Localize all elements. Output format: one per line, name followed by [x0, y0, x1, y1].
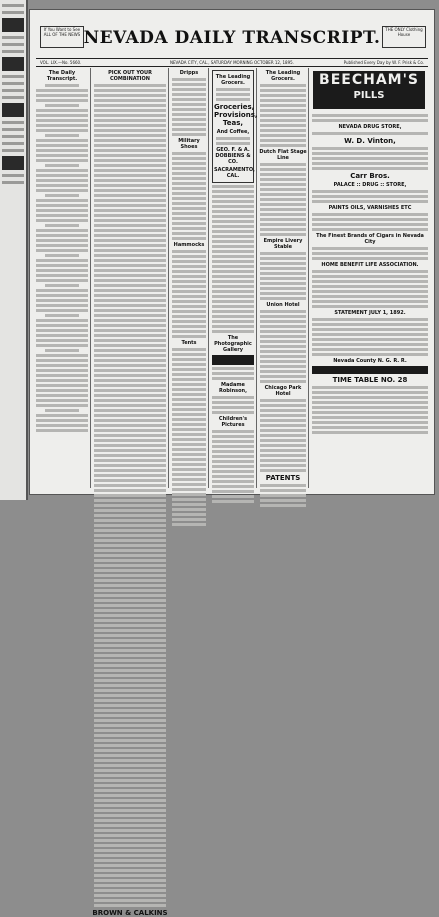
palace-drug-store-heading: PALACE :: DRUG :: STORE,	[333, 182, 407, 188]
column-4	[210, 68, 257, 488]
city-date: NEVADA CITY, CAL., SATURDAY MORNING OCTOBER 12, 1895.	[170, 60, 294, 65]
column-3-heading-3: Hammocks	[173, 242, 205, 248]
madame-robinson-heading: Madame Robinson,	[218, 382, 247, 394]
column-3	[170, 68, 209, 488]
life-association-heading: HOME BENEFIT LIFE ASSOCIATION.	[321, 262, 419, 268]
sacramento-line: SACRAMENTO, CAL.	[214, 167, 255, 179]
grocers-ad	[212, 70, 258, 183]
column-1	[34, 68, 91, 488]
column-3-heading-4: Tents	[181, 340, 197, 346]
publisher-line: Published Every Day by W. F. Prisk & Co.	[343, 60, 424, 65]
adjacent-page-edge	[0, 0, 28, 500]
coffee-headline: And Coffee,	[216, 129, 250, 135]
livery-stable-heading: Empire Livery Stable	[263, 238, 303, 250]
beechams-pills-ad	[313, 71, 425, 109]
ear-right-box: THE ONLY Clothing House	[382, 26, 426, 48]
masthead-title: NEVADA DAILY TRANSCRIPT.	[83, 28, 381, 48]
column-5-heading-1: The Leading Grocers.	[265, 70, 301, 82]
ear-left-box: If You Want to See ALL OF THE NEWS	[40, 26, 84, 48]
column-2-footer: BROWN & CALKINS	[92, 909, 168, 917]
column-2	[92, 68, 169, 917]
beechams-title: BEECHAM'S	[319, 72, 419, 88]
nevada-drug-store-heading: NEVADA DRUG STORE,	[338, 124, 402, 130]
groceries-headline: Groceries, Provisions, Teas,	[214, 103, 258, 127]
vinton-heading: W. D. Vinton,	[344, 137, 396, 145]
column-3-heading-1: Dripps	[179, 70, 199, 76]
statement-heading: STATEMENT JULY 1, 1892.	[334, 310, 406, 316]
column-6	[310, 68, 430, 488]
column-1-heading: The Daily Transcript.	[46, 70, 78, 82]
carr-bros-heading: Carr Bros.	[350, 172, 390, 180]
photo-gallery-heading: The Photographic Gallery	[214, 335, 252, 353]
grocers-ad-title: The Leading Grocers.	[215, 74, 251, 86]
column-2-heading: PICK OUT YOUR COMBINATION	[108, 70, 152, 82]
stage-line-heading: Dutch Flat Stage Line	[259, 149, 307, 161]
union-hotel-heading: Union Hotel	[266, 302, 300, 308]
column-5	[258, 68, 309, 488]
time-table-heading: TIME TABLE NO. 28	[332, 376, 408, 384]
volume-number: VOL. LIX.—No. 5660.	[40, 60, 82, 65]
cigars-heading: The Finest Brands of Cigars in Nevada City	[316, 233, 424, 245]
pills-title: PILLS	[353, 90, 385, 101]
chicago-park-hotel-heading: Chicago Park Hotel	[264, 385, 302, 397]
column-3-heading-2: Military Shoes	[178, 138, 200, 150]
dobbiens-name: GEO. F. & A. DOBBIENS & CO.	[215, 147, 251, 165]
newspaper-page	[30, 10, 434, 917]
paints-oils-heading: PAINTS OILS, VARNISHES ETC	[328, 205, 412, 211]
patents-heading: PATENTS	[265, 474, 301, 482]
dateline	[36, 58, 428, 67]
childrens-pictures-heading: Children's Pictures	[218, 416, 248, 428]
railroad-heading: Nevada County N. G. R. R.	[333, 358, 407, 364]
